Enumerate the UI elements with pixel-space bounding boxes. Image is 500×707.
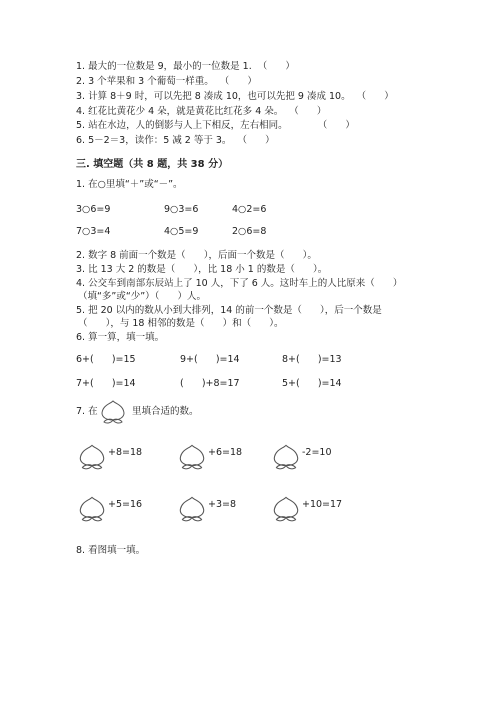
q6-expr: 9+( )=14 (180, 354, 240, 365)
q7-expr: -2=10 (302, 447, 332, 458)
q6-expr: 6+( )=15 (76, 354, 136, 365)
peach-icon (270, 492, 302, 524)
q6-prompt: 6. 算一算，填一填。 (76, 332, 165, 343)
q3-line: 3. 比 13 大 2 的数是（ ），比 18 小 1 的数是（ ）。 (76, 264, 328, 275)
q4-line: 4. 公交车到南部东辰站上了 10 人，下了 6 人。这时车上的人比原来（ ） (76, 278, 403, 289)
q5-line: 5. 把 20 以内的数从小到大排列，14 的前一个数是（ ），后一个数是 (76, 305, 382, 316)
q7-prompt-start: 7. 在 (76, 406, 98, 417)
q1-expr: 4○5=9 (164, 226, 199, 237)
judge-item-5: 5. 站在水边，人的倒影与人上下相反，左右相同。 （ ） (76, 120, 355, 131)
q7-expr: +8=18 (108, 447, 143, 458)
q1-expr: 2○6=8 (232, 226, 267, 237)
q7-expr: +10=17 (302, 499, 343, 510)
q6-expr: ( )+8=17 (180, 378, 240, 389)
peach-icon (176, 492, 208, 524)
q1-expr: 7○3=4 (76, 226, 111, 237)
section-title: 三. 填空题（共 8 题，共 38 分） (76, 159, 229, 170)
peach-icon (76, 492, 108, 524)
q6-expr: 7+( )=14 (76, 378, 136, 389)
q6-expr: 5+( )=14 (282, 378, 342, 389)
peach-icon (270, 440, 302, 472)
q7-prompt-end: 里填合适的数。 (132, 406, 199, 417)
judge-item-1: 1. 最大的一位数是 9，最小的一位数是 1. （ ） (76, 61, 295, 72)
q6-expr: 8+( )=13 (282, 354, 342, 365)
q2-line: 2. 数字 8 前面一个数是（ ），后面一个数是（ ）。 (76, 250, 317, 261)
q5-line-cont: （ ），与 18 相邻的数是（ ）和（ ）。 (78, 318, 284, 329)
judge-item-3: 3. 计算 8＋9 时，可以先把 8 凑成 10，也可以先把 9 凑成 10。 （ ） (76, 91, 394, 102)
q1-prompt: 1. 在○里填“＋”或“－”。 (76, 179, 183, 190)
q7-expr: +3=8 (208, 499, 237, 510)
q1-expr: 9○3=6 (164, 204, 199, 215)
q8-prompt: 8. 看图填一填。 (76, 545, 146, 556)
judge-item-6: 6. 5－2＝3，读作：5 减 2 等于 3。 （ ） (76, 135, 275, 146)
peach-icon (98, 396, 128, 426)
peach-icon (76, 440, 108, 472)
q1-expr: 3○6=9 (76, 204, 111, 215)
judge-item-4: 4. 红花比黄花少 4 朵，就是黄花比红花多 4 朵。 （ ） (76, 106, 327, 117)
q7-expr: +5=16 (108, 499, 143, 510)
q7-expr: +6=18 (208, 447, 243, 458)
judge-item-2: 2. 3 个苹果和 3 个葡萄一样重。 （ ） (76, 76, 257, 87)
q1-expr: 4○2=6 (232, 204, 267, 215)
q4-line-cont: （填“多”或“少”）（ ）人。 (78, 291, 207, 302)
peach-icon (176, 440, 208, 472)
